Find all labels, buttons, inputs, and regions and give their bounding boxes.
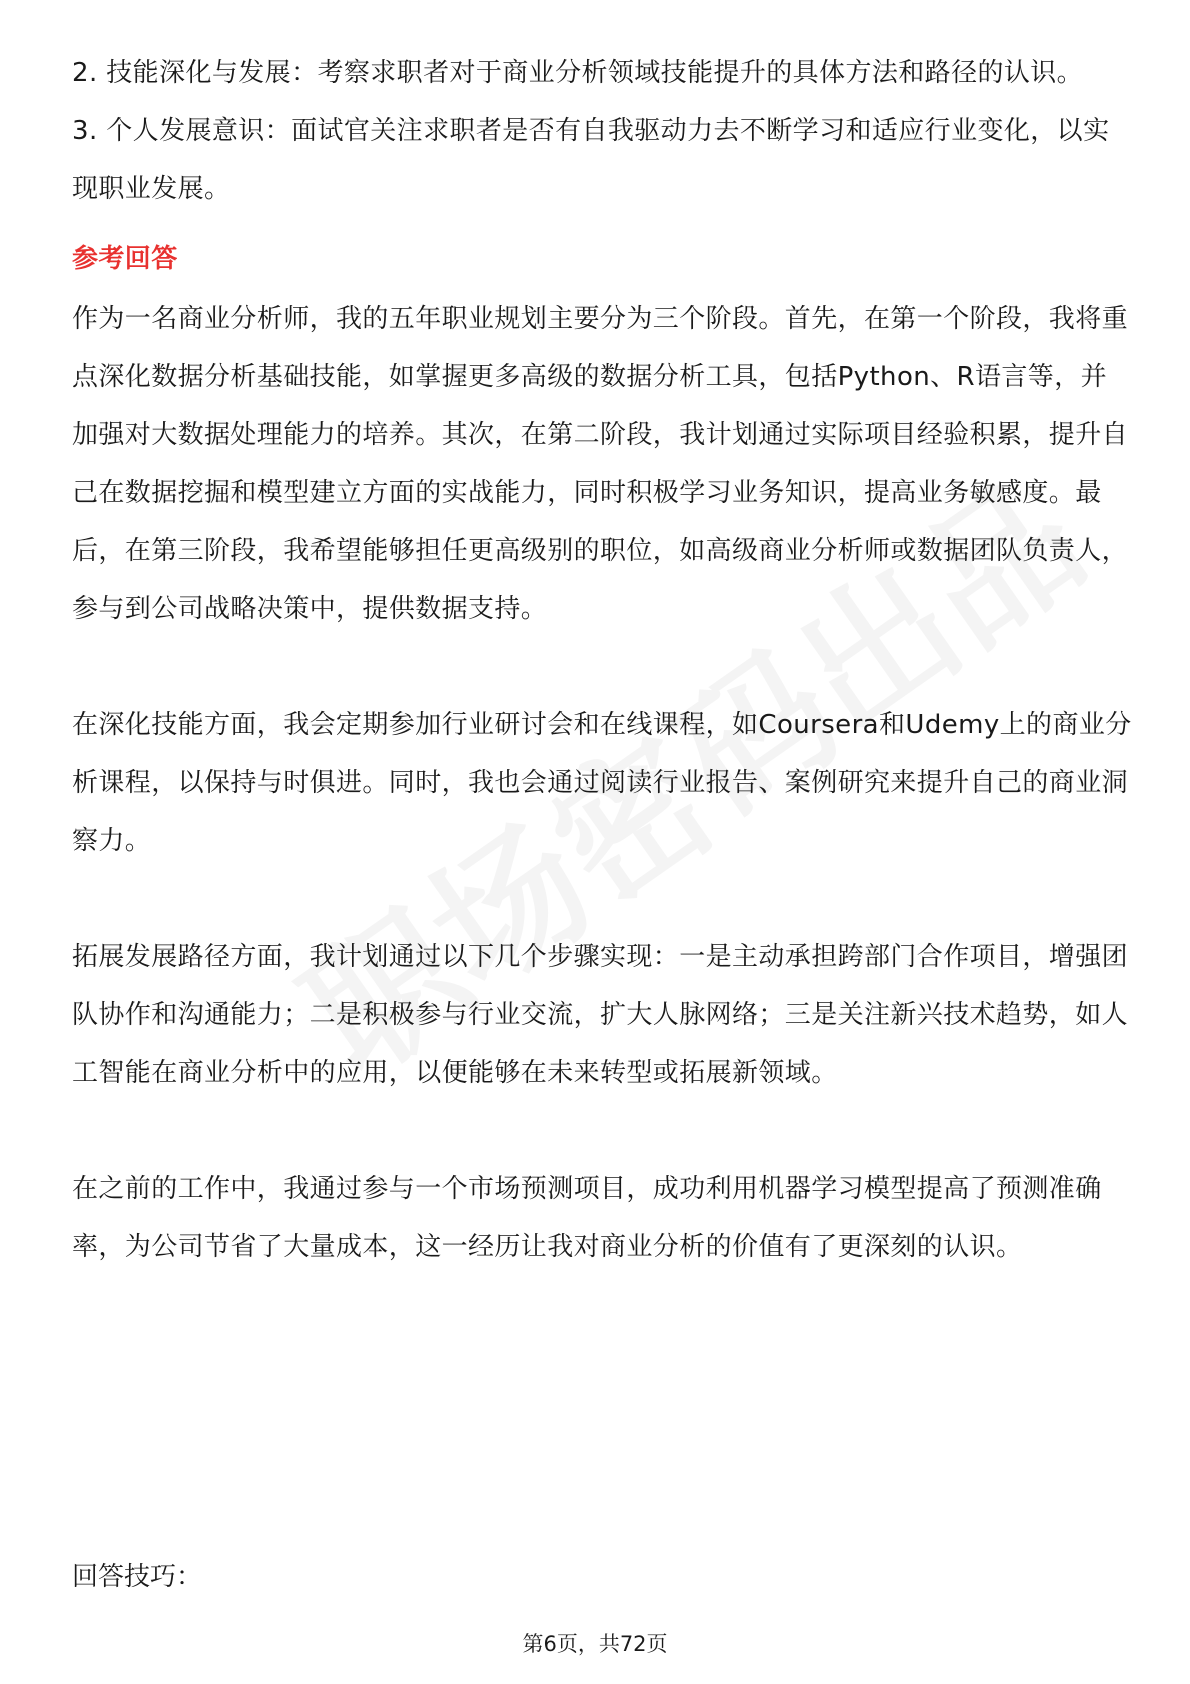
- paragraph-spacer: [72, 1102, 1132, 1160]
- answer-heading: 参考回答: [72, 244, 178, 274]
- answer-paragraph-4: 在之前的工作中，我通过参与一个市场预测项目，成功利用机器学习模型提高了预测准确率，为公司节省了大量成本，这一经历让我对商业分析的价值有了更深刻的认识。: [72, 1174, 1102, 1262]
- answer-paragraph-1: 作为一名商业分析师，我的五年职业规划主要分为三个阶段。首先，在第一个阶段，我将重点深化数据分析基础技能，如掌握更多高级的数据分析工具，包括Python、R语言等，并加强对大数据处理能力的培养。其次，在第二阶段，我计划通过实际项目经验积累，提升自己在数据挖掘和模型建立方面的实战能力，同时积极学习业务知识，提高业务敏感度。最后，在第三阶段，我希望能够担任更高级别的职位，如高级商业分析师或数据团队负责人，参与到公司战略决策中，提供数据支持。: [72, 304, 1129, 624]
- question-item-2: 2. 技能深化与发展：考察求职者对于商业分析领域技能提升的具体方法和路径的认识。: [72, 58, 1084, 88]
- paragraph-spacer: [72, 870, 1132, 928]
- paragraph-spacer: [72, 638, 1132, 696]
- answer-paragraph-2: 在深化技能方面，我会定期参加行业研讨会和在线课程，如Coursera和Udemy上的商业分析课程，以保持与时俱进。同时，我也会通过阅读行业报告、案例研究来提升自己的商业洞察力。: [72, 710, 1132, 856]
- question-item-3: 3. 个人发展意识：面试官关注求职者是否有自我驱动力去不断学习和适应行业变化，以实现职业发展。: [72, 116, 1110, 204]
- answer-paragraph-3: 拓展发展路径方面，我计划通过以下几个步骤实现：一是主动承担跨部门合作项目，增强团队协作和沟通能力；二是积极参与行业交流，扩大人脉网络；三是关注新兴技术趋势，如人工智能在商业分析中的应用，以便能够在未来转型或拓展新领域。: [72, 942, 1129, 1088]
- tips-label: 回答技巧：: [72, 1562, 203, 1592]
- document-body: [72, 44, 1132, 1276]
- page-number: 第6页，共72页: [522, 1632, 668, 1656]
